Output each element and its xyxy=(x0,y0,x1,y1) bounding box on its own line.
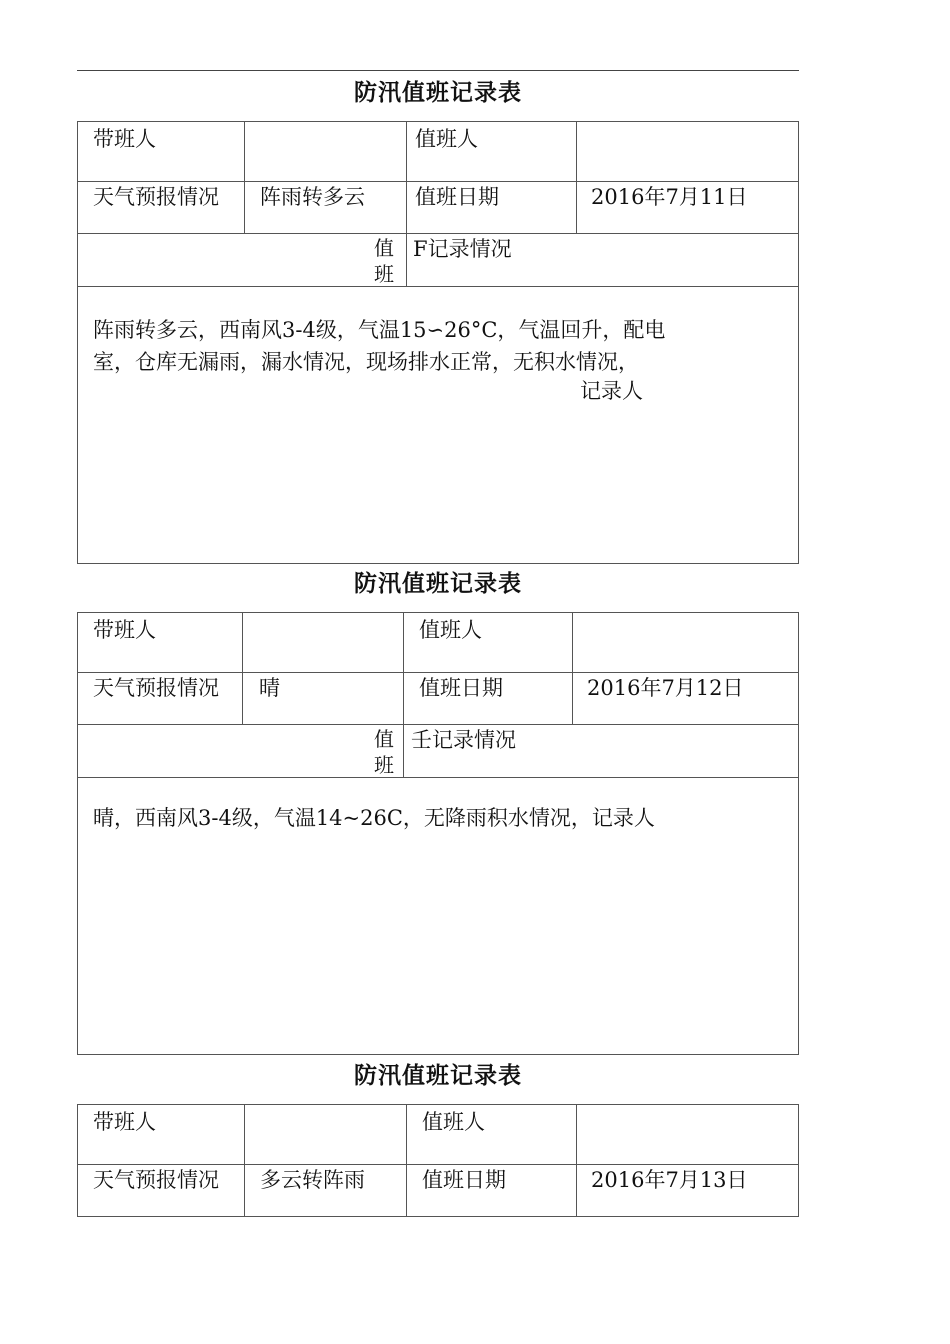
weather-value: 晴 xyxy=(259,676,280,700)
lead-label-cell xyxy=(77,121,245,182)
duty-value-cell[interactable] xyxy=(576,1104,799,1165)
lead-label-cell xyxy=(77,1104,245,1165)
record-text: 晴，西南风3-4级，气温14~26C，无降雨积水情况，记录人 xyxy=(93,806,655,830)
duty-label-cell xyxy=(403,612,573,673)
lead-label-cell xyxy=(77,612,243,673)
date-label-cell xyxy=(403,672,573,725)
weather-label: 天气预报情况 xyxy=(93,185,219,209)
duty-value-cell[interactable] xyxy=(576,121,799,182)
date-label-cell xyxy=(406,181,577,234)
form-title: 防汛值班记录表 xyxy=(354,1063,522,1089)
lead-label: 带班人 xyxy=(93,127,156,151)
date-value-cell[interactable] xyxy=(576,181,799,234)
weather-label-cell xyxy=(77,181,245,234)
lead-value-cell[interactable] xyxy=(244,1104,407,1165)
date-label: 值班日期 xyxy=(422,1168,506,1192)
weather-value-cell[interactable] xyxy=(242,672,404,725)
record-label-cell xyxy=(406,233,799,287)
duty-label: 值班人 xyxy=(415,127,478,151)
duty-label: 值班人 xyxy=(419,618,482,642)
record-text: 阵雨转多云，西南风3-4级，气温15∽26°C，气温回升，配电 室，仓库无漏雨，漏水情况，现场排水正常，无积水情况， xyxy=(93,318,666,374)
record-label-cell xyxy=(403,724,799,778)
duty-label-cell xyxy=(406,121,577,182)
weather-label-cell xyxy=(77,672,243,725)
record-label: 壬记录情况 xyxy=(411,728,516,752)
date-value: 2016年7月12日 xyxy=(587,676,744,700)
record-prefix-1: 值 xyxy=(374,727,394,751)
duty-value-cell[interactable] xyxy=(572,612,799,673)
record-prefix-cell xyxy=(77,233,407,287)
recorder-label: 记录人 xyxy=(580,379,643,403)
top-rule xyxy=(77,70,799,71)
lead-value-cell[interactable] xyxy=(244,121,407,182)
record-body[interactable] xyxy=(77,777,799,1055)
date-value: 2016年7月13日 xyxy=(591,1168,748,1192)
lead-label: 带班人 xyxy=(93,1110,156,1134)
date-label: 值班日期 xyxy=(415,185,499,209)
weather-label: 天气预报情况 xyxy=(93,676,219,700)
date-label: 值班日期 xyxy=(419,676,503,700)
form-title: 防汛值班记录表 xyxy=(354,80,522,106)
record-prefix-1: 值 xyxy=(374,236,394,260)
date-value: 2016年7月11日 xyxy=(591,185,748,209)
duty-label: 值班人 xyxy=(422,1110,485,1134)
weather-label-cell xyxy=(77,1164,245,1217)
record-prefix-cell xyxy=(77,724,404,778)
weather-value-cell[interactable] xyxy=(244,181,407,234)
date-label-cell xyxy=(406,1164,577,1217)
weather-label: 天气预报情况 xyxy=(93,1168,219,1192)
lead-label: 带班人 xyxy=(93,618,156,642)
record-prefix-2: 班 xyxy=(374,753,394,777)
record-body[interactable] xyxy=(77,286,799,564)
record-label: F记录情况 xyxy=(413,237,512,261)
record-prefix-2: 班 xyxy=(374,262,394,286)
weather-value: 多云转阵雨 xyxy=(260,1168,365,1192)
date-value-cell[interactable] xyxy=(572,672,799,725)
date-value-cell[interactable] xyxy=(576,1164,799,1217)
lead-value-cell[interactable] xyxy=(242,612,404,673)
weather-value: 阵雨转多云 xyxy=(260,185,365,209)
weather-value-cell[interactable] xyxy=(244,1164,407,1217)
form-title: 防汛值班记录表 xyxy=(354,571,522,597)
duty-label-cell xyxy=(406,1104,577,1165)
